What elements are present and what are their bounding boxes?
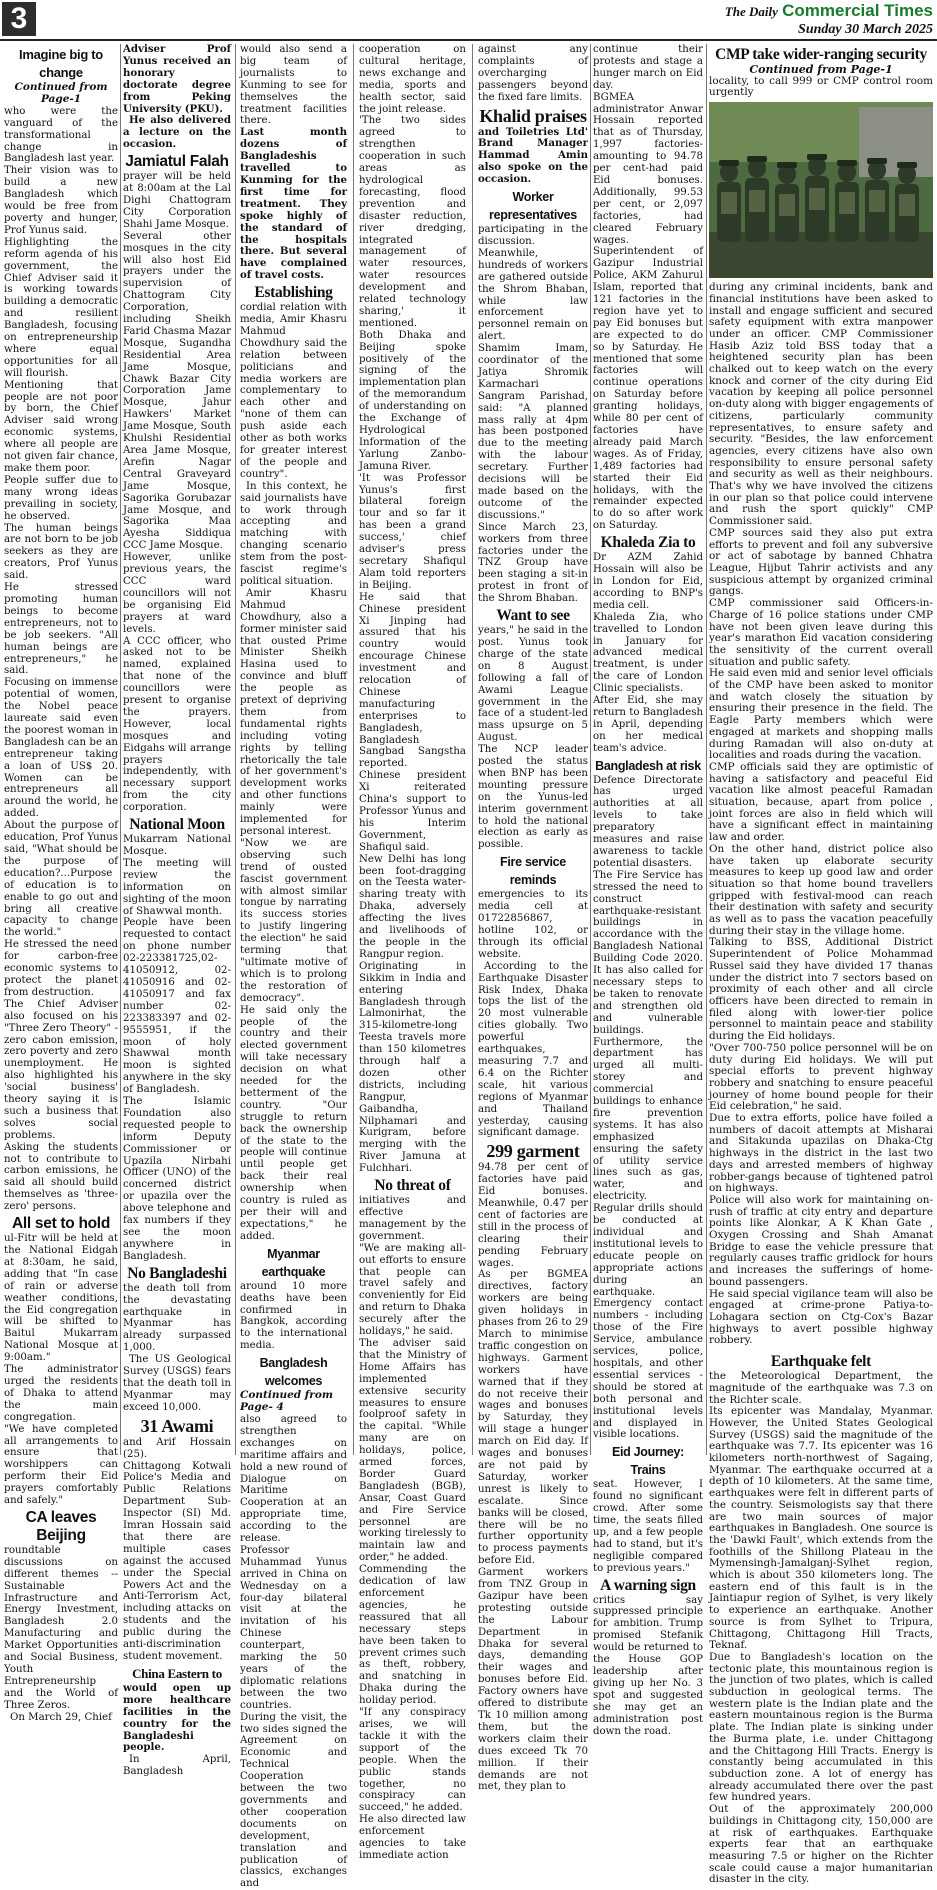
newspaper-brand [725,2,933,21]
article-text: BGMEA administrator Anwar Hossain reported that as of Thursday, 1,997 factories-amounting to 94.78 per cent-had paid Eid bonuses. Additionally, 99.53 per cent, or 2,097 factories, had cleared February wages. [593,91,703,246]
column-2 [123,43,231,1778]
article-text: Several other mosques in the city will also host Eid prayers under the supervision of Chattogram City Corporation, including Sheikh Farid Chasma Mazar Mosque, Sugandha Residential Area Jame Mosque, Chawk Bazar City Corporation Jame Mosque, Jahur Hawkers' Market Jame Mosque, South Khulshi Residential Area Jame Mosque, Arefin Nagar Central Graveyard Jame Mosque, Sagorika Gorubazar Jame Mosque, and Sagorika Maa Ayesha Siddiqua CCC Jame Mosque. [123,230,231,552]
masthead [725,2,933,39]
article-text: Commending the dedication of law enforcement agencies, he reassured that all necessary steps have been taken to prevent crimes such as theft, robbery, and snatching in Dhaka during the holiday period. [359,1564,466,1707]
article-text: Adviser Prof Yunus received an honorary doctorate degree from Peking University (PKU). [123,43,231,115]
article-text: The Fire Service has stressed the need to construct earthquake-resistant buildings in accordance with the Bangladesh National Building Code 2020. It has also called for necessary steps to be taken to renovate and strengthen old and vulnerable buildings. [593,869,703,1036]
article-text: Their vision was to build a new Bangladesh which would be free from poverty and hunger, Prof Yunus said. [4,165,118,236]
police-photo [709,102,933,278]
article-text: The US Geological Survey (USGS) fears that the death toll in Myanmar may exceed 10,000. [123,1354,231,1413]
column-5 [478,44,588,1793]
article-text: On the other hand, district police also have taken up elaborate security measures to keep up good law and order situation so that home bound travellers gripped with festival-mood can reach their destination with safety and security as well as to pass the vacation peacefully during their stay in the village home. [709,842,933,937]
article-text: He said that Chinese president Xi Jinping had assured that his country would encourage Chinese investment and relocation of Chinese manufacturing enterprises to Bangladesh, Bangladesh Sangbad Sangstha reported. [359,591,466,770]
article-text: He stressed promoting human beings to become entrepreneurs, not to be job seekers. "All human beings are entrepreneurs," he said. [4,582,118,677]
brand-commercial-times: Commercial Times [782,1,933,20]
article-text: The adviser said that the Ministry of Home Affairs has implemented extensive security measures to ensure foolproof safety in the capital. "While many are on holidays, police, armed forces, Border Guard Bangladesh (BGB), Ansar, Coast Guard and Fire Service personnel are working tirelessly to maintain law and order," he added. [359,1337,466,1564]
article-text: CMP commissioner said Officers-in-Charge of 16 police stations under CMP have not been given leave during this year's marathon Eid vacation considering the sensitivity of the current overall situation and public safety. [709,597,933,668]
photo-illustration [709,102,933,278]
article-text: around 10 more deaths have been confirmed in Bangkok, according to the international media. [240,1280,347,1352]
headline-earthquake-felt: Earthquake felt [770,1353,872,1371]
article-text: roundtable discussions on different themes -- Sustainable Infrastructure and Energy Investment, Bangladesh 2.0 Manufacturing and Market Opportunities and Social Business, Youth Entrepreneurship and the World of Three Zeros. [4,1544,118,1711]
article-text: However, unlike previous years, the CCC ward councillors will not be organising Eid prayers at ward levels. [123,552,231,635]
article-text: cordial relation with media, Amir Khasru Mahmud Chowdhury said the relation between politicians and media workers are complementary to each other and "none of them can push aside each other as both works for greater interest of the people and country". [240,302,347,480]
headline-khalid-praises: Khalid praises [479,105,587,126]
article-text: About the purpose of education, Prof Yunus said, "What should be the purpose of education?...Purpose of education is to enable to go out and bring all creative capacity to change the world." [4,820,118,939]
article-text: The human beings are not born to be job seekers as they are creators, Prof Yunus said. [4,522,118,582]
headline-all-set: All set to hold [12,1215,110,1233]
article-text: Talking to BSS, Additional District Superintendent of Police Mohammad Russel said they have divided 17 thanas under the district into 7 sectors based on proximity of each other and all circle officers have been directed to remain in filed along with lower-tier police personnel to maintain peace and stability during the Eid holidays. [709,936,933,1043]
article-text: against any complaints of overcharging passengers beyond the fixed fare limits. [478,44,588,103]
brand-the-daily: The Daily [724,4,778,19]
article-text: Amir Khasru Mahmud Chowdhury, also a former minister said that ousted Prime Minister Sheikh Hasina used to convince and bluff the people as pretext of depriving them from fundamental rights including voting rights by telling rhetorically the tale of her government's development works and other functions mainly were implemented for personal interest. [240,587,347,837]
article-text: "Now we are observing such trend of ousted fascist government with almost similar tongue by narrating its success stories to justify lingering the election" he said terming that "ultimate motive of which is to prolong the restoration of democracy". [240,837,347,1004]
article-text: 'The two sides agreed to strengthen cooperation in such areas as hydrological forecasting, flood prevention and disaster reduction, river dredging, integrated management of water resources, water resources development and related technology sharing,' it mentioned. [359,115,466,329]
article-text: Superintendent of Gazipur Industrial Police, AKM Zahurul Islam, reported that 121 factories in the region have yet to pay Eid bonuses but are expected to do so by Saturday. He mentioned that some factories will continue operations on Saturday before granting holidays, while 80 per cent of factories have already paid March wages. As of Friday, 1,489 factories had started their Eid holidays, with the remainder expected to do so after work on Saturday. [593,246,703,532]
article-text: Regular drills should be conducted at individual and institutional levels to educate people on appropriate actions during an earthquake. [593,1203,703,1298]
article-text: critics say suppressed principle for ambition. Trump promised Stefanik would be returned to the House GOP leadership after giving up her No. 3 spot and suggested she may get an administration post down the road. [593,1594,703,1737]
headline-national-moon: National Moon [129,816,225,834]
article-text: Chinese president Xi reiterated China's support to Professor Yunus and his Interim Government, Shafiqul said. [359,770,466,853]
headline-eid-journey: Eid Journey: Trains [611,1445,685,1478]
article-text: The Islamic Foundation also requested people to inform Deputy Commissioner or Upazila Nirbahi Officer (UNO) of the concerned district or upazila over the above telephone and fax numbers if they see the moon anywhere in Bangladesh. [123,1096,231,1262]
article-text: Shamim Imam, coordinator of the Jatiya Shromik Karmachari Sangram Parishad, said: "A planned mass rally at 4pm has been postponed due to the meeting with the labour secretary. Further decisions will be made based on the outcome of the discussions." [478,343,588,521]
column-6 [593,44,704,1737]
article-text: People have been requested to contact on phone number 02-223381725,02-41050912, 02-41050916 and 02-41050917 and fax number 02-223383397 and 02-9555951, if the moon of holy Shawwal month moon is sighted anywhere in the sky of Bangladesh. [123,917,231,1096]
article-text: Focusing on immense potential of women, the Nobel peace laureate said even the poorest woman in Bangladesh can be an entrepreneur taking a loan of US$ 20. Women can be entrepreneurs all around the world, he added. [4,677,118,820]
headline-bangladesh-welcomes: Bangladesh welcomes [259,1356,328,1389]
headline-no-bangladeshi: No Bangladeshi [127,1264,227,1282]
article-text: Emergency contact numbers - including those of the Fire Service, ambulance services, police, hospitals, and other essential services - should be stored at both personal and institutional levels and displayed in visible locations. [593,1298,703,1441]
article-text: He said only the people of the country and their elected government will take necessary decision on what needed for the betterment of the country. "Our struggle to return back the ownership of the state to the people will continue until people get back their real ownership when country is ruled as per their will and expectations," he added. [240,1004,347,1242]
article-text: The Chief Adviser also focused on his "Three Zero Theory" - zero cabon emission, zero poverty and zero unemployment. He also highlighted his 'social business' theory saying it is such a business that solves social problems. [4,998,118,1141]
article-text: seat. However, I found no significant crowd. After some time, the seats filled up, and a few people had to stand, but it's negligible compared to previous years." [593,1479,703,1574]
column-divider [472,44,473,1455]
article-text: In April, Bangladesh [123,1754,231,1778]
headline-khaleda-zia: Khaleda Zia to [600,534,696,552]
headline-china-eastern: China Eastern to [132,1665,222,1681]
article-text: "We have completed all arrangements to ensure that worshippers can perform their Eid prayers comfortably and safely." [4,1423,118,1507]
headline-jamiatul-falah: Jamiatul Falah [125,153,229,171]
article-text: CMP sources said they also put extra efforts to prevent and foil any subversive or act of sabotage by banned Chhatra League, Hijbut Tahrir activists and any suspicious attempt by organized criminal gangs. [709,526,933,598]
article-text: years," he said in the post. Yunus took charge of the state on 8 August following a fall of Awami League government in the face of a student-led mass upsurge on 5 August. [478,625,588,744]
headline-31-awami: 31 Awami [140,1415,214,1436]
article-text: locality, to call 999 or CMP control room urgently [709,74,933,99]
issue-date: Sunday 30 March 2025 [798,22,933,37]
column-divider [590,44,591,1455]
article-text: On March 29, Chief [10,1711,112,1723]
article-text: continue their protests and stage a hunger march on Eid day. [593,44,703,91]
article-text: According to the Earthquake Disaster Risk Index, Dhaka tops the list of the 20 most vulnerable cities globally. Two powerful earthquakes, measuring 7.7 and 6.4 on the Richter scale, hit various regions of Myanmar and Thailand yesterday, causing significant damage. [478,960,588,1139]
headline-want-to-see: Want to see [496,607,570,625]
article-text: Dr AZM Zahid Hossain will also be in London for Eid, according to BNP's media cell. [593,552,703,611]
article-text: Due to extra efforts, police have foiled a numbers of dacoit attempts at Misharai and Sitakunda upazilas on Dhaka-Ctg highways in the district in the last two days and arrested members of highway robber-gangs because of tightened patrol on highways. [709,1112,933,1195]
article-text: Professor Muhammad Yunus arrived in China on Wednesday on a four-day bilateral visit at the invitation of his Chinese counterpart, marking the 50 years of the diplomatic relations between the two countries. [240,1544,347,1711]
article-text: Garment workers from TNZ Group in Gazipur have been protesting outside the Labour Department in Dhaka for several days, demanding their wages and bonuses before Eid. Factory owners have offered to distribute Tk 10 million among them, but the workers claim their dues exceed Tk 70 million. If their demands are not met, they plan to [478,1567,588,1793]
column-1 [4,44,118,1723]
article-text: During the visit, the two sides signed the Agreement on Economic and Technical Cooperation between the two governments and other cooperation documents on development, translation and publication of classics, exchanges and [240,1711,347,1890]
article-text: In this context, he said journalists have to work through accepting and matching with changing scenario stem from the post-fascist regime's political situation. [240,480,347,587]
article-text: and Toiletries Ltd' Brand Manager Hammad Amin also spoke on the occasion. [478,125,588,186]
article-text: He also directed law enforcement agencies to take immediate action [359,1814,466,1861]
column-4 [359,44,466,1861]
headline-establishing: Establishing [254,284,333,302]
article-text: The administrator urged the residents of Dhaka to attend the main congregation. [4,1364,118,1423]
article-text: Furthermore, the department has urged all multi-storey and commercial buildings to enhance fire prevention systems. It has also emphasized ensuring the safety of utility service lines such as gas, water, and electricity. [593,1036,703,1203]
continued-label: Continued from Page- 4 [240,1389,333,1414]
article-text: would open up more healthcare facilities in the country for the Bangladeshi people. [123,1681,231,1754]
article-text: Due to Bangladesh's location on the tectonic plate, this mountainous region is the junction of two plates, which is called subduction in geological terms. The western plate is the Indian plate and the eastern mountainous region is the Burma plate. The Indian plate is sinking under the Burma plate, i.e. under Chittagong and the Chittagong Hill Tracts. Energy is constantly being accumulated in this subduction zone. A lot of energy has already accumulated there over the past few hundred years. [709,1650,933,1804]
article-text: the death toll from the devastating earthquake in Myanmar has already surpassed 1,000. [123,1282,231,1354]
article-text: Asking the students not to contribute to carbon emissions, he said all should build themselves as 'three-zero' persons. [4,1141,118,1213]
article-text: Last month dozens of Bangladeshis travelled to Kunming for the first time for treatment. They spoke highly of the standard of the hospitals there. But several have complained of travel costs. [240,126,347,282]
article-text: ul-Fitr will be held at the National Eidgah at 8:30am, he said, adding that "In case of rain or adverse weather conditions, the Eid congregation will be shifted to Baitul Mukarram National Mosque at 9:00am." [4,1233,118,1364]
article-text: He also delivered a lecture on the occasion. [123,114,231,151]
article-text: 94.78 per cent of factories have paid Eid bonuses. Meanwhile, 0.47 per cent of factories are still in the process of clearing their pending February wages. [478,1162,588,1269]
headline-cmp-security: CMP take wider-ranging security [715,46,927,63]
headline-myanmar-earthquake: Myanmar earthquake [261,1246,326,1279]
headline-no-threat: No threat of [374,1177,451,1195]
column-divider [353,44,354,1455]
article-text: He said even mid and senior level officials of the CMP have been asked to monitor and watch closely the situation by ensuring their presence in the field. The Eagle Party members which were engaged at markets and shopping malls during Ramadan will also on-duty at localities and roads during the vacation. [709,667,933,762]
headline-warning-sign: A warning sign [600,1576,696,1594]
article-text: cooperation on cultural heritage, news exchange and media, sports and health sector, said the joint release. [359,44,466,115]
article-text: Both Dhaka and Beijing spoke positively of the signing of the implementation plan of the memorandum of understanding on the Exchange of Hydrological Information of the Yarlung Zanbo-Jamuna River. [359,329,466,472]
continued-label: Continued from Page-1 [14,81,108,105]
article-text: "If any conspiracy arises, we will tackle it with the support of the people. When the public stands together, no conspiracy can succeed," he added. [359,1707,466,1814]
article-text: Since March 23, workers from three factories under the TNZ Group have been staging a sit-in protest in front of the Shrom Bhaban. [478,521,588,605]
article-text: He said special vigilance team will also be engaged at crime-prone Patiya-to-Lohagara section on Ctg-Cox's Bazar highways to avert possible highway robbery. [709,1287,933,1347]
column-7 [709,44,933,1886]
article-text: As per BGMEA directives, factory workers are being given holidays in phases from 26 to 29 March to minimise traffic congestion on highways. Garment workers have warned that if they do not receive their wages and bonuses by Saturday, they will stage a hunger march on Eid day. If wages and bonuses are not paid by Saturday, worker unrest is likely to escalate. Since banks will be closed, there will be no further opportunity to process payments before Eid. [478,1269,588,1567]
article-text: prayer will be held at 8:00am at the Lal Dighi Chattogram City Corporation Shahi Jame Mosque. [123,171,231,230]
article-text: Chittagong Kotwali Police's Media and Public Relations Department Sub-Inspector (SI) Md. Imran Hossain said that there are multiple cases against the accused under the Special Powers Act and the Anti-Terrorism Act, including attacks on students and the public during the anti-discrimination student movement. [123,1460,231,1662]
headline-imagine-big: Imagine big to change [19,47,103,80]
article-text: Mentioning that people are not poor by born, the Chief Adviser said wrong economic systems, where all people are not given fair chance, make them poor. [4,379,118,474]
article-text: Defence Directorate has urged authorities at all levels to take preparatory measures and raise awareness to tackle potential disasters. [593,774,703,869]
article-text: Its epicenter was Mandalay, Myanmar. However, the United States Geological Survey (USGS) said the magnitude of the earthquake was 7.7. Its epicenter was 16 kilometers north-northwest of Sagaing, Myanmar. The earthquake occurred at a depth of 10 kilometers. At the same time, earthquakes were felt in different parts of the country. Seismologists say that there are two main sources of major earthquakes in Bangladesh. One source is the 'Dawki Fault', which extends from the foothills of the Shillong Plateau in the Mymensingh-Jamalganj-Sylhet region, which is about 350 kilometers long. The eastern end of this fault is in the Jaintiapur region of Sylhet, is very likely to experience an earthquake. Another source is from Sylhet to Tripura, Chittagong, Chittagong Hill Tracts, Teknaf. [709,1405,933,1652]
headline-fire-service: Fire service reminds [500,855,566,888]
article-text: emergencies to its media cell at 01722856867, hotline 102, or through its official website. [478,889,588,960]
article-text: would also send a big team of journalists to Kunming to see for themselves the treatment facilities there. [240,44,347,127]
column-divider [706,44,707,1455]
article-text: participating in the discussion. [478,224,588,247]
article-text: A CCC officer, who asked not to be named, explained that none of the councillors were present to organise the prayers. However, local mosques and Eidgahs will arrange prayers independently, with necessary support from the city corporation. [123,635,231,814]
article-text: The meeting will review the information on sighting of the moon of Shawwal month. [123,857,231,917]
column-3 [240,44,347,1890]
headline-ca-leaves-beijing: CA leaves Beijing [25,1508,97,1544]
column-divider [235,44,236,1455]
article-text: the Meteorological Department, the magnitude of the earthquake was 7.3 on the Richter scale. [709,1370,933,1406]
article-text: "We are making all-out efforts to ensure that people can travel safely and conveniently for Eid and return to Dhaka securely after the holidays," he said. [359,1242,466,1338]
page-number: 3 [2,2,36,36]
headline-299-garment: 299 garment [486,1141,580,1162]
article-text: Originating in Sikkim in India and entering Bangladesh through Lalmonirhat, the 315-kilometre-long Teesta travels more than 150 kilometres through half a dozen other districts, including Rangpur, Gaibandha, Nilphamari and Kurigram, before merging with the River Jamuna at Fulchhari. [359,960,466,1175]
article-text: The NCP leader posted the status when BNP has been mounting pressure on the Yunus-led interim government to hold the national election as early as possible. [478,744,588,851]
article-text: Mukarram National Mosque. [123,834,231,857]
article-text: CMP officials said they are optimistic of having a satisfactory and peaceful Eid vacation like almost peaceful Ramadan situation, because, apart from police , joint forces are also in field which will have a significant effect in maintaining law and order. [709,760,933,844]
article-text: during any criminal incidents, bank and financial institutions have been asked to install and engage sufficient and secured safety equipment with extra manpower under an officer. CMP Commissioner Hasib Aziz told BSS today that a heightened security plan has been chalked out to keep watch on the every knock and corner of the city during Eid vacation by keeping all police personnel on-duty along with bigger engagements of citizens, particularly community representatives, to ensure safety and security. "Besides, the law enforcement agencies, every citizens have also own responsibility to ensure personal safety and security as well as their neighbours. That's why we have involved the citizens in our plan so that police could intervene and rush the sport quickly" CMP Commissioner said. [709,281,933,528]
header-rule [0,39,937,41]
article-text: People suffer due to many wrong ideas prevailing in society, he observed. [4,474,118,522]
column-divider [120,44,121,1455]
continued-label: Continued from Page-1 [749,63,893,76]
article-text: New Delhi has long been foot-dragging on the Teesta water-sharing treaty with Dhaka, adversely affecting the lives and livelihoods of the people in the Rangpur region. [359,853,466,960]
article-text: also agreed to strengthen exchanges on maritime affairs and hold a new round of Dialogue on Maritime Cooperation at an appropriate time, according to the release. [240,1413,347,1545]
article-text: initiatives and effective management by the government. [359,1195,466,1242]
article-text: Highlighting the reform agenda of his government, the Chief Adviser said it is working towards building a democratic and resilient Bangladesh, focusing on entrepreneurship where equal opportunities for all will flourish. [4,236,118,379]
article-text: "Over 700-750 police personnel will be on duty during Eid holidays. We will put special efforts to prevent highway robbery and snatching to ensure peaceful journey of home bound people for their Eid celebration," he said. [709,1041,933,1113]
article-text: Khaleda Zia, who travelled to London in January for advanced medical treatment, is under the care of London Clinic specialists. [593,611,703,695]
article-text: Police will also work for maintaining on-rush of traffic at city entry and departure points like Alonkar, A K Khan Gate , Oxygen Crossing and Shah Amanat Bridge to ease the vehicle pressure that regularly causes traffic gridlock for hours and increases the sufferings of home-bound passengers. [709,1193,933,1288]
article-text: Out of the approximately 200,000 buildings in Chittagong city, 150,000 are at risk of earthquakes. Earthquake experts fear that an earthquake measuring 7.5 or higher on the Richter scale could cause a major humanitarian disaster in the city. [709,1803,933,1886]
article-text: Meanwhile, hundreds of workers are gathered outside the Shrom Bhaban, while law enforcement personnel remain on alert. [478,247,588,343]
article-text: He stressed the need for carbon-free economic systems to protect the planet from destruction. [4,939,118,998]
headline-worker-representatives: Worker representatives [489,190,577,223]
article-text: 'It was Professor Yunus's first bilateral foreign tour and so far it has been a grand success,' chief adviser's press secretary Shafiqul Alam told reporters in Beijing. [359,472,466,591]
article-text: After Eid, she may return to Bangladesh in April, depending on her medical team's advice. [593,695,704,754]
headline-bangladesh-at-risk: Bangladesh at risk [595,758,701,773]
article-text: and Arif Hossain (25). [123,1436,231,1460]
article-text: who were the vanguard of the transformational change in Bangladesh last year. [4,105,118,165]
